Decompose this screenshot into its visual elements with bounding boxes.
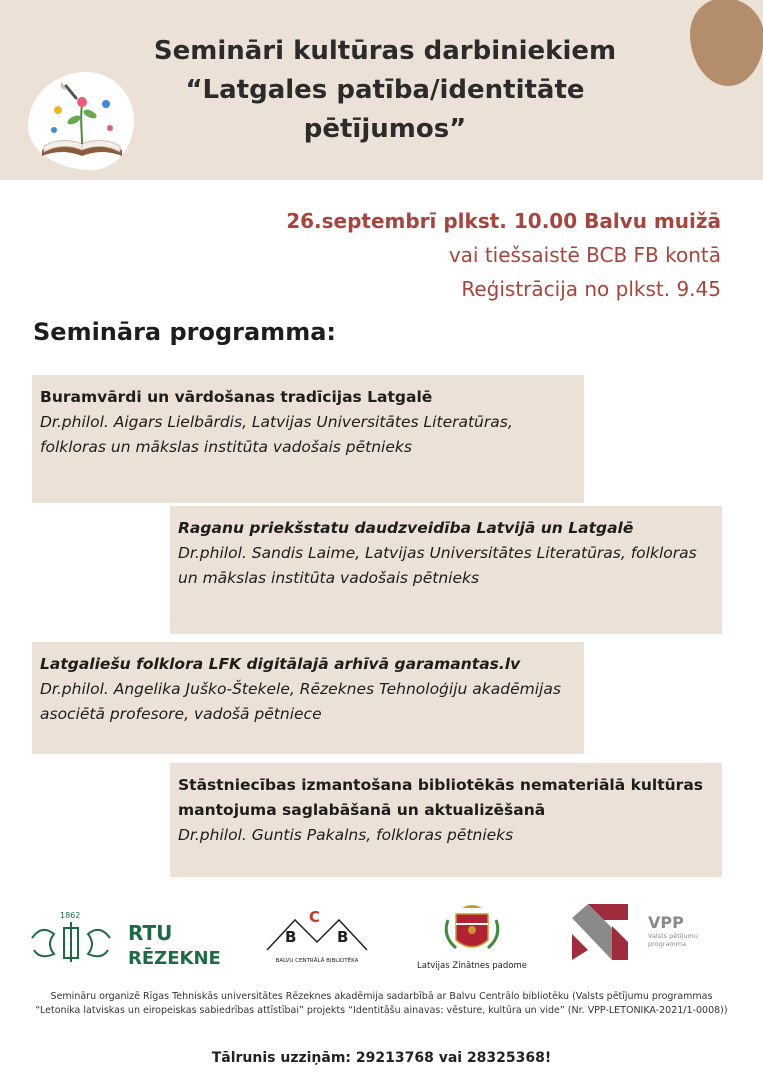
program-item: [170, 506, 722, 634]
program-heading: Semināra programma:: [33, 318, 336, 346]
program-item-speaker: Dr.philol. Guntis Pakalns, folkloras pētnieks: [178, 826, 514, 844]
event-online: vai tiešsaistē BCB FB kontā: [448, 243, 721, 267]
program-item: [32, 642, 584, 754]
title-line-1: Semināri kultūras darbiniekiem: [153, 36, 617, 66]
svg-text:C: C: [309, 908, 321, 926]
bcb-caption: BALVU CENTRĀLĀ BIBLIOTĒKA: [275, 958, 359, 964]
event-registration: Reģistrācija no plkst. 9.45: [461, 277, 721, 301]
phone-info: Tālrunis uzziņām: 29213768 vai 28325368!: [211, 1050, 552, 1066]
rtu-text: RTU: [128, 921, 173, 945]
program-item-speaker: Dr.philol. Sandis Laime, Latvijas Universitātes Literatūras, folkloras un mākslas institūta vadošais pētnieks: [178, 544, 697, 587]
lzp-logo: [408, 900, 538, 972]
event-date-location: 26.septembrī plkst. 10.00 Balvu muižā: [286, 209, 721, 233]
event-title: [110, 32, 660, 149]
program-item-speaker: Dr.philol. Angelika Juško-Štekele, Rēzeknes Tehnoloģiju akadēmijas asociētā profesore, vadošā pētniece: [40, 680, 561, 723]
program-item-speaker: Dr.philol. Aigars Lielbārdis, Latvijas Universitātes Literatūras, folkloras un mākslas institūta vadošais pētnieks: [40, 413, 513, 456]
vpp-name: VPP: [648, 913, 684, 932]
vpp-sub2: programma: [648, 940, 687, 948]
vpp-logo: [568, 904, 708, 964]
program-item: [32, 375, 584, 503]
lzp-caption: Latvijas Zinātnes padome: [417, 961, 527, 971]
svg-text:B: B: [285, 928, 297, 946]
program-item: [170, 763, 722, 877]
bcb-logo: [265, 906, 369, 966]
organizer-note: Semināru organizē Rīgas Tehniskās universitātes Rēzeknes akadēmija sadarbībā ar Balvu Centrālo bibliotēku (Valsts pētījumu programmas “Letonika latviskas un eiropeiskas sabiedrības attīstībai” projekts “Identitāšu ainavas: vēsture, kultūra un vide” (Nr. VPP-LETONIKA-2021/1-0008)): [35, 991, 728, 1016]
rtu-rezekne-logo: [30, 908, 230, 968]
rezekne-text: RĒZEKNE: [128, 948, 221, 968]
program-item-title: Raganu priekšstatu daudzveidība Latvijā un Latgalē: [178, 519, 634, 537]
rtu-year: 1862: [60, 911, 81, 920]
program-item-title: Buramvārdi un vārdošanas tradīcijas Latgalē: [40, 388, 433, 406]
vpp-sub1: Valsts pētījumu: [648, 932, 698, 940]
svg-text:B: B: [337, 928, 349, 946]
title-line-2: “Latgales patība/identitāte: [185, 75, 585, 105]
event-details: [286, 204, 721, 306]
program-item-title: Latgaliešu folklora LFK digitālajā arhīvā garamantas.lv: [40, 655, 521, 673]
partner-logos: [0, 900, 763, 980]
title-line-3: pētījumos”: [303, 114, 467, 144]
program-item-title: Stāstniecības izmantošana bibliotēkās nemateriālā kultūras mantojuma saglabāšanā un aktualizēšanā: [178, 776, 704, 819]
